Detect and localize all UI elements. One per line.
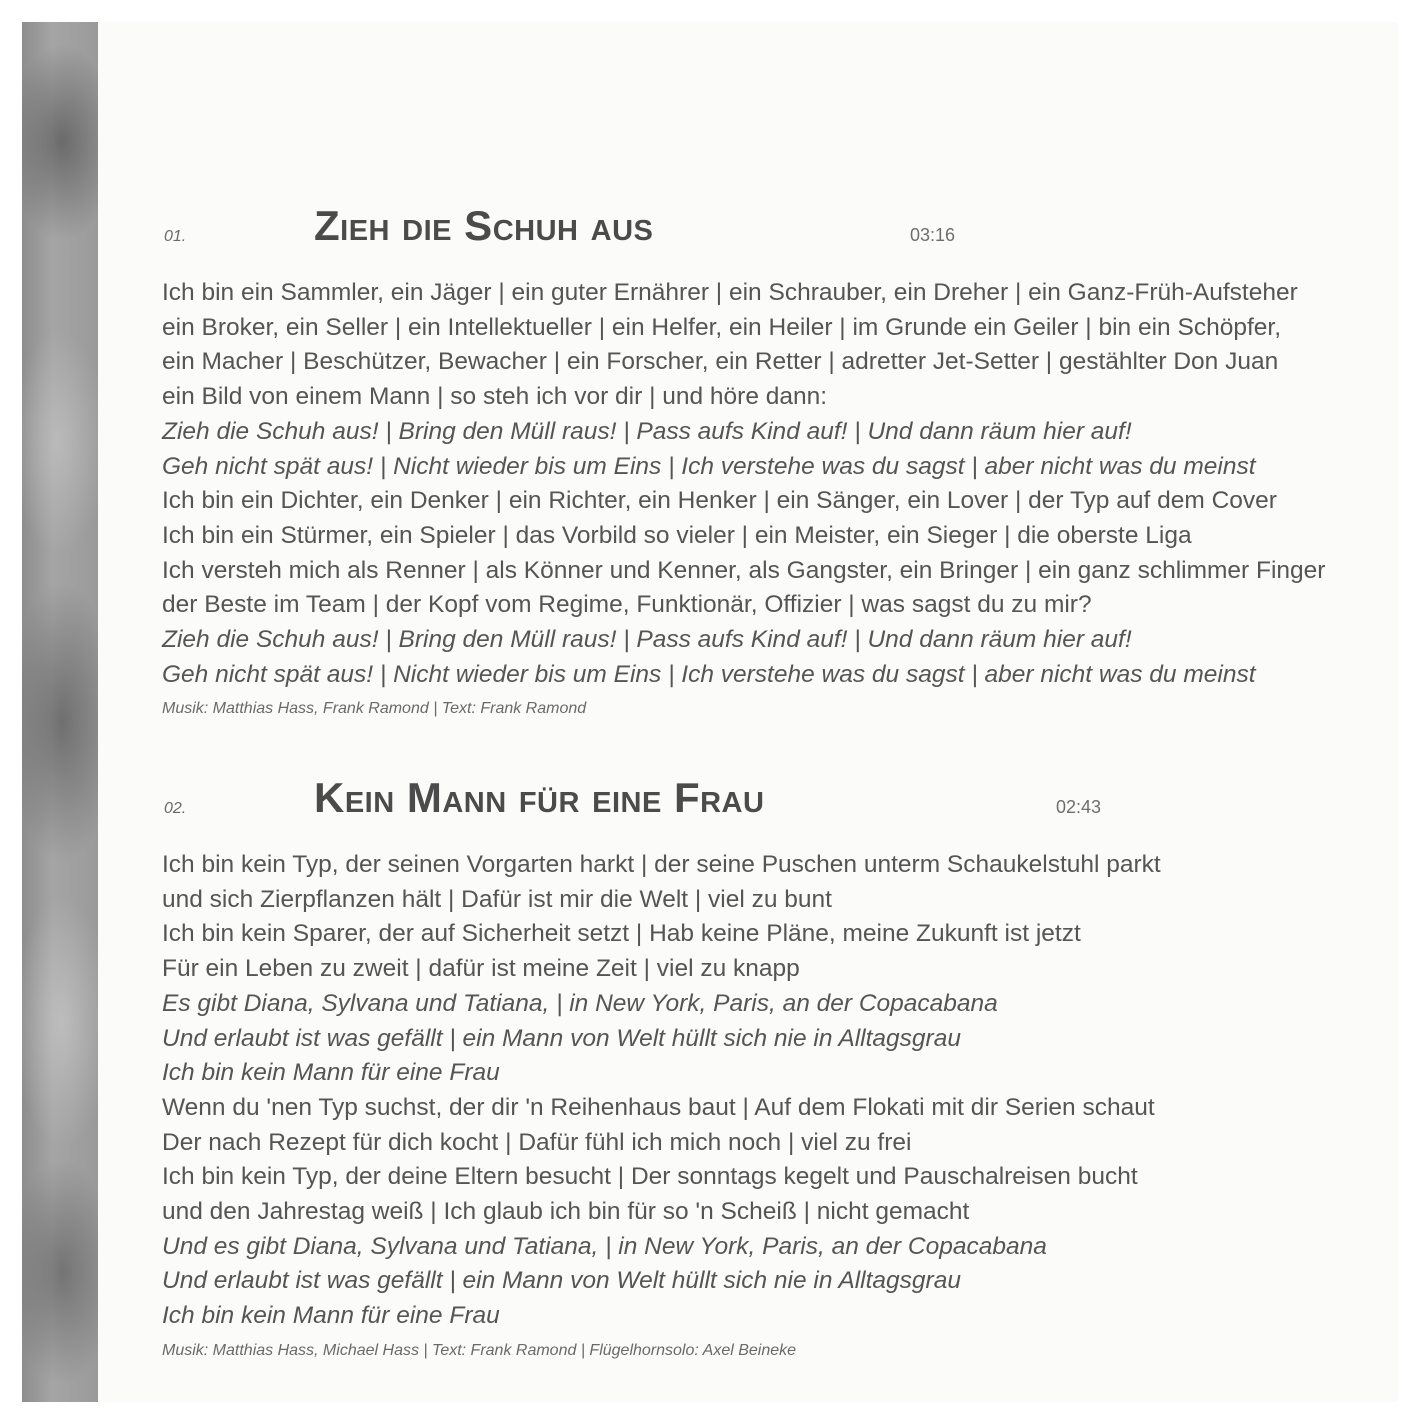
lyric-line: Der nach Rezept für dich kocht | Dafür fühl ich mich noch | viel zu frei (162, 1128, 912, 1156)
lyric-line: und sich Zierpflanzen hält | Dafür ist mir die Welt | viel zu bunt (162, 885, 832, 913)
chorus-line: Geh nicht spät aus! | Nicht wieder bis um Eins | Ich verstehe was du sagst | aber nicht was du meinst (162, 452, 1256, 480)
song-title: Kein Mann für eine Frau (314, 774, 765, 821)
chorus-line: Und es gibt Diana, Sylvana und Tatiana, | in New York, Paris, an der Copacabana (162, 1232, 1047, 1260)
lyric-line: und den Jahrestag weiß | Ich glaub ich bin für so 'n Scheiß | nicht gemacht (162, 1198, 970, 1226)
lyrics (162, 848, 1382, 1334)
track-duration: 03:16 (910, 225, 956, 245)
lyric-line: ein Broker, ein Seller | ein Intellektueller | ein Helfer, ein Heiler | im Grunde ein Geiler | bin ein Schöpfer, (162, 313, 1281, 341)
lyric-line: Ich bin ein Sammler, ein Jäger | ein guter Ernährer | ein Schrauber, ein Dreher | ein Ganz-Früh-Aufsteher (162, 279, 1298, 306)
chorus-line: Geh nicht spät aus! | Nicht wieder bis um Eins | Ich verstehe was du sagst | aber nicht was du meinst (162, 660, 1256, 688)
chorus-line: Es gibt Diana, Sylvana und Tatiana, | in New York, Paris, an der Copacabana (162, 989, 998, 1017)
lyric-line: Ich bin ein Dichter, ein Denker | ein Richter, ein Henker | ein Sänger, ein Lover | der Typ auf dem Cover (162, 487, 1277, 515)
song-credits: Musik: Matthias Hass, Frank Ramond | Text: Frank Ramond (162, 700, 587, 718)
booklet-spine-shadow (22, 22, 98, 1402)
lyrics (162, 276, 1382, 692)
lyric-line: Ich bin ein Stürmer, ein Spieler | das Vorbild so vieler | ein Meister, ein Sieger | die oberste Liga (162, 521, 1192, 549)
lyric-line: der Beste im Team | der Kopf vom Regime, Funktionär, Offizier | was sagst du zu mir? (162, 591, 1092, 619)
song-credits: Musik: Matthias Hass, Michael Hass | Text: Frank Ramond | Flügelhornsolo: Axel Beineke (162, 1341, 797, 1359)
song-01 (162, 194, 1382, 718)
chorus-line: Und erlaubt ist was gefällt | ein Mann von Welt hüllt sich nie in Alltagsgrau (162, 1024, 961, 1052)
lyric-line: ein Macher | Beschützer, Bewacher | ein Forscher, ein Retter | adretter Jet-Setter | gestählter Don Juan (162, 348, 1279, 376)
chorus-line: Ich bin kein Mann für eine Frau (162, 1302, 500, 1330)
track-number: 02. (164, 800, 187, 817)
chorus-line: Ich bin kein Mann für eine Frau (162, 1059, 500, 1087)
track-duration: 02:43 (1056, 797, 1102, 817)
lyric-line: Ich versteh mich als Renner | als Könner und Kenner, als Gangster, ein Bringer | ein ganz schlimmer Finger (162, 556, 1326, 584)
chorus-line: Zieh die Schuh aus! | Bring den Müll raus! | Pass aufs Kind auf! | Und dann räum hier auf! (162, 417, 1132, 445)
lyric-line: ein Bild von einem Mann | so steh ich vor dir | und höre dann: (162, 383, 828, 411)
song-header (162, 194, 1382, 264)
lyric-line: Ich bin kein Typ, der seinen Vorgarten harkt | der seine Puschen unterm Schaukelstuhl parkt (162, 851, 1161, 878)
song-02 (162, 766, 1382, 1360)
chorus-line: Und erlaubt ist was gefällt | ein Mann von Welt hüllt sich nie in Alltagsgrau (162, 1267, 961, 1295)
chorus-line: Zieh die Schuh aus! | Bring den Müll raus! | Pass aufs Kind auf! | Und dann räum hier auf! (162, 626, 1132, 654)
lyric-line: Ich bin kein Typ, der deine Eltern besucht | Der sonntags kegelt und Pauschalreisen bucht (162, 1163, 1138, 1191)
song-header (162, 766, 1382, 836)
lyric-line: Wenn du 'nen Typ suchst, der dir 'n Reihenhaus baut | Auf dem Flokati mit dir Serien schaut (162, 1093, 1155, 1121)
lyric-line: Ich bin kein Sparer, der auf Sicherheit setzt | Hab keine Pläne, meine Zukunft ist jetzt (162, 920, 1081, 948)
track-number: 01. (164, 228, 187, 245)
lyric-line: Für ein Leben zu zweit | dafür ist meine Zeit | viel zu knapp (162, 955, 800, 983)
song-title: Zieh die Schuh aus (314, 202, 654, 249)
booklet-page (22, 22, 1398, 1402)
